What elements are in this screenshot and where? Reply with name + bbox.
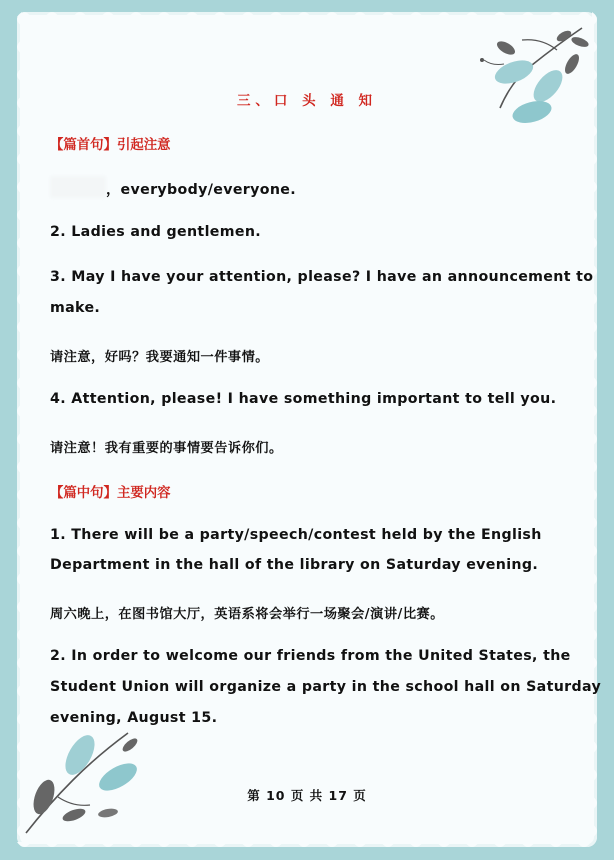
wavy-border-bottom (17, 842, 597, 852)
line-3a: 3. May I have your attention, please? I have an announcement to (50, 269, 594, 285)
wavy-border-top (17, 7, 597, 17)
line-4-translation: 请注意！我有重要的事情要告诉你们。 (50, 441, 283, 456)
middle-line-2c: evening, August 15. (50, 710, 218, 726)
opening-heading: 【篇首句】引起注意 (50, 138, 171, 153)
line-3b: make. (50, 300, 101, 316)
leaf-branch-top-right-icon (462, 20, 592, 125)
middle-line-1a: 1. There will be a party/speech/contest held by the English (50, 527, 542, 543)
middle-line-1b: Department in the hall of the library on Saturday evening. (50, 557, 539, 573)
section-title: 三、口 头 通 知 (236, 93, 378, 109)
line-1: ，everybody/everyone. (106, 182, 297, 198)
leaf-branch-bottom-left-icon (18, 715, 158, 840)
middle-line-2b: Student Union will organize a party in the school hall on Saturday (50, 679, 602, 695)
line-2: 2. Ladies and gentlemen. (50, 224, 262, 240)
middle-heading: 【篇中句】主要内容 (50, 486, 171, 501)
line-4: 4. Attention, please! I have something important to tell you. (50, 391, 557, 407)
line-3-translation: 请注意，好吗？我要通知一件事情。 (50, 350, 269, 365)
redacted-text (50, 176, 106, 198)
middle-line-1-translation: 周六晚上，在图书馆大厅，英语系将会举行一场聚会/演讲/比赛。 (50, 607, 444, 622)
page-footer: 第 10 页 共 17 页 (247, 788, 367, 803)
wavy-border-right (592, 12, 602, 847)
middle-line-2a: 2. In order to welcome our friends from the United States, the (50, 648, 571, 664)
